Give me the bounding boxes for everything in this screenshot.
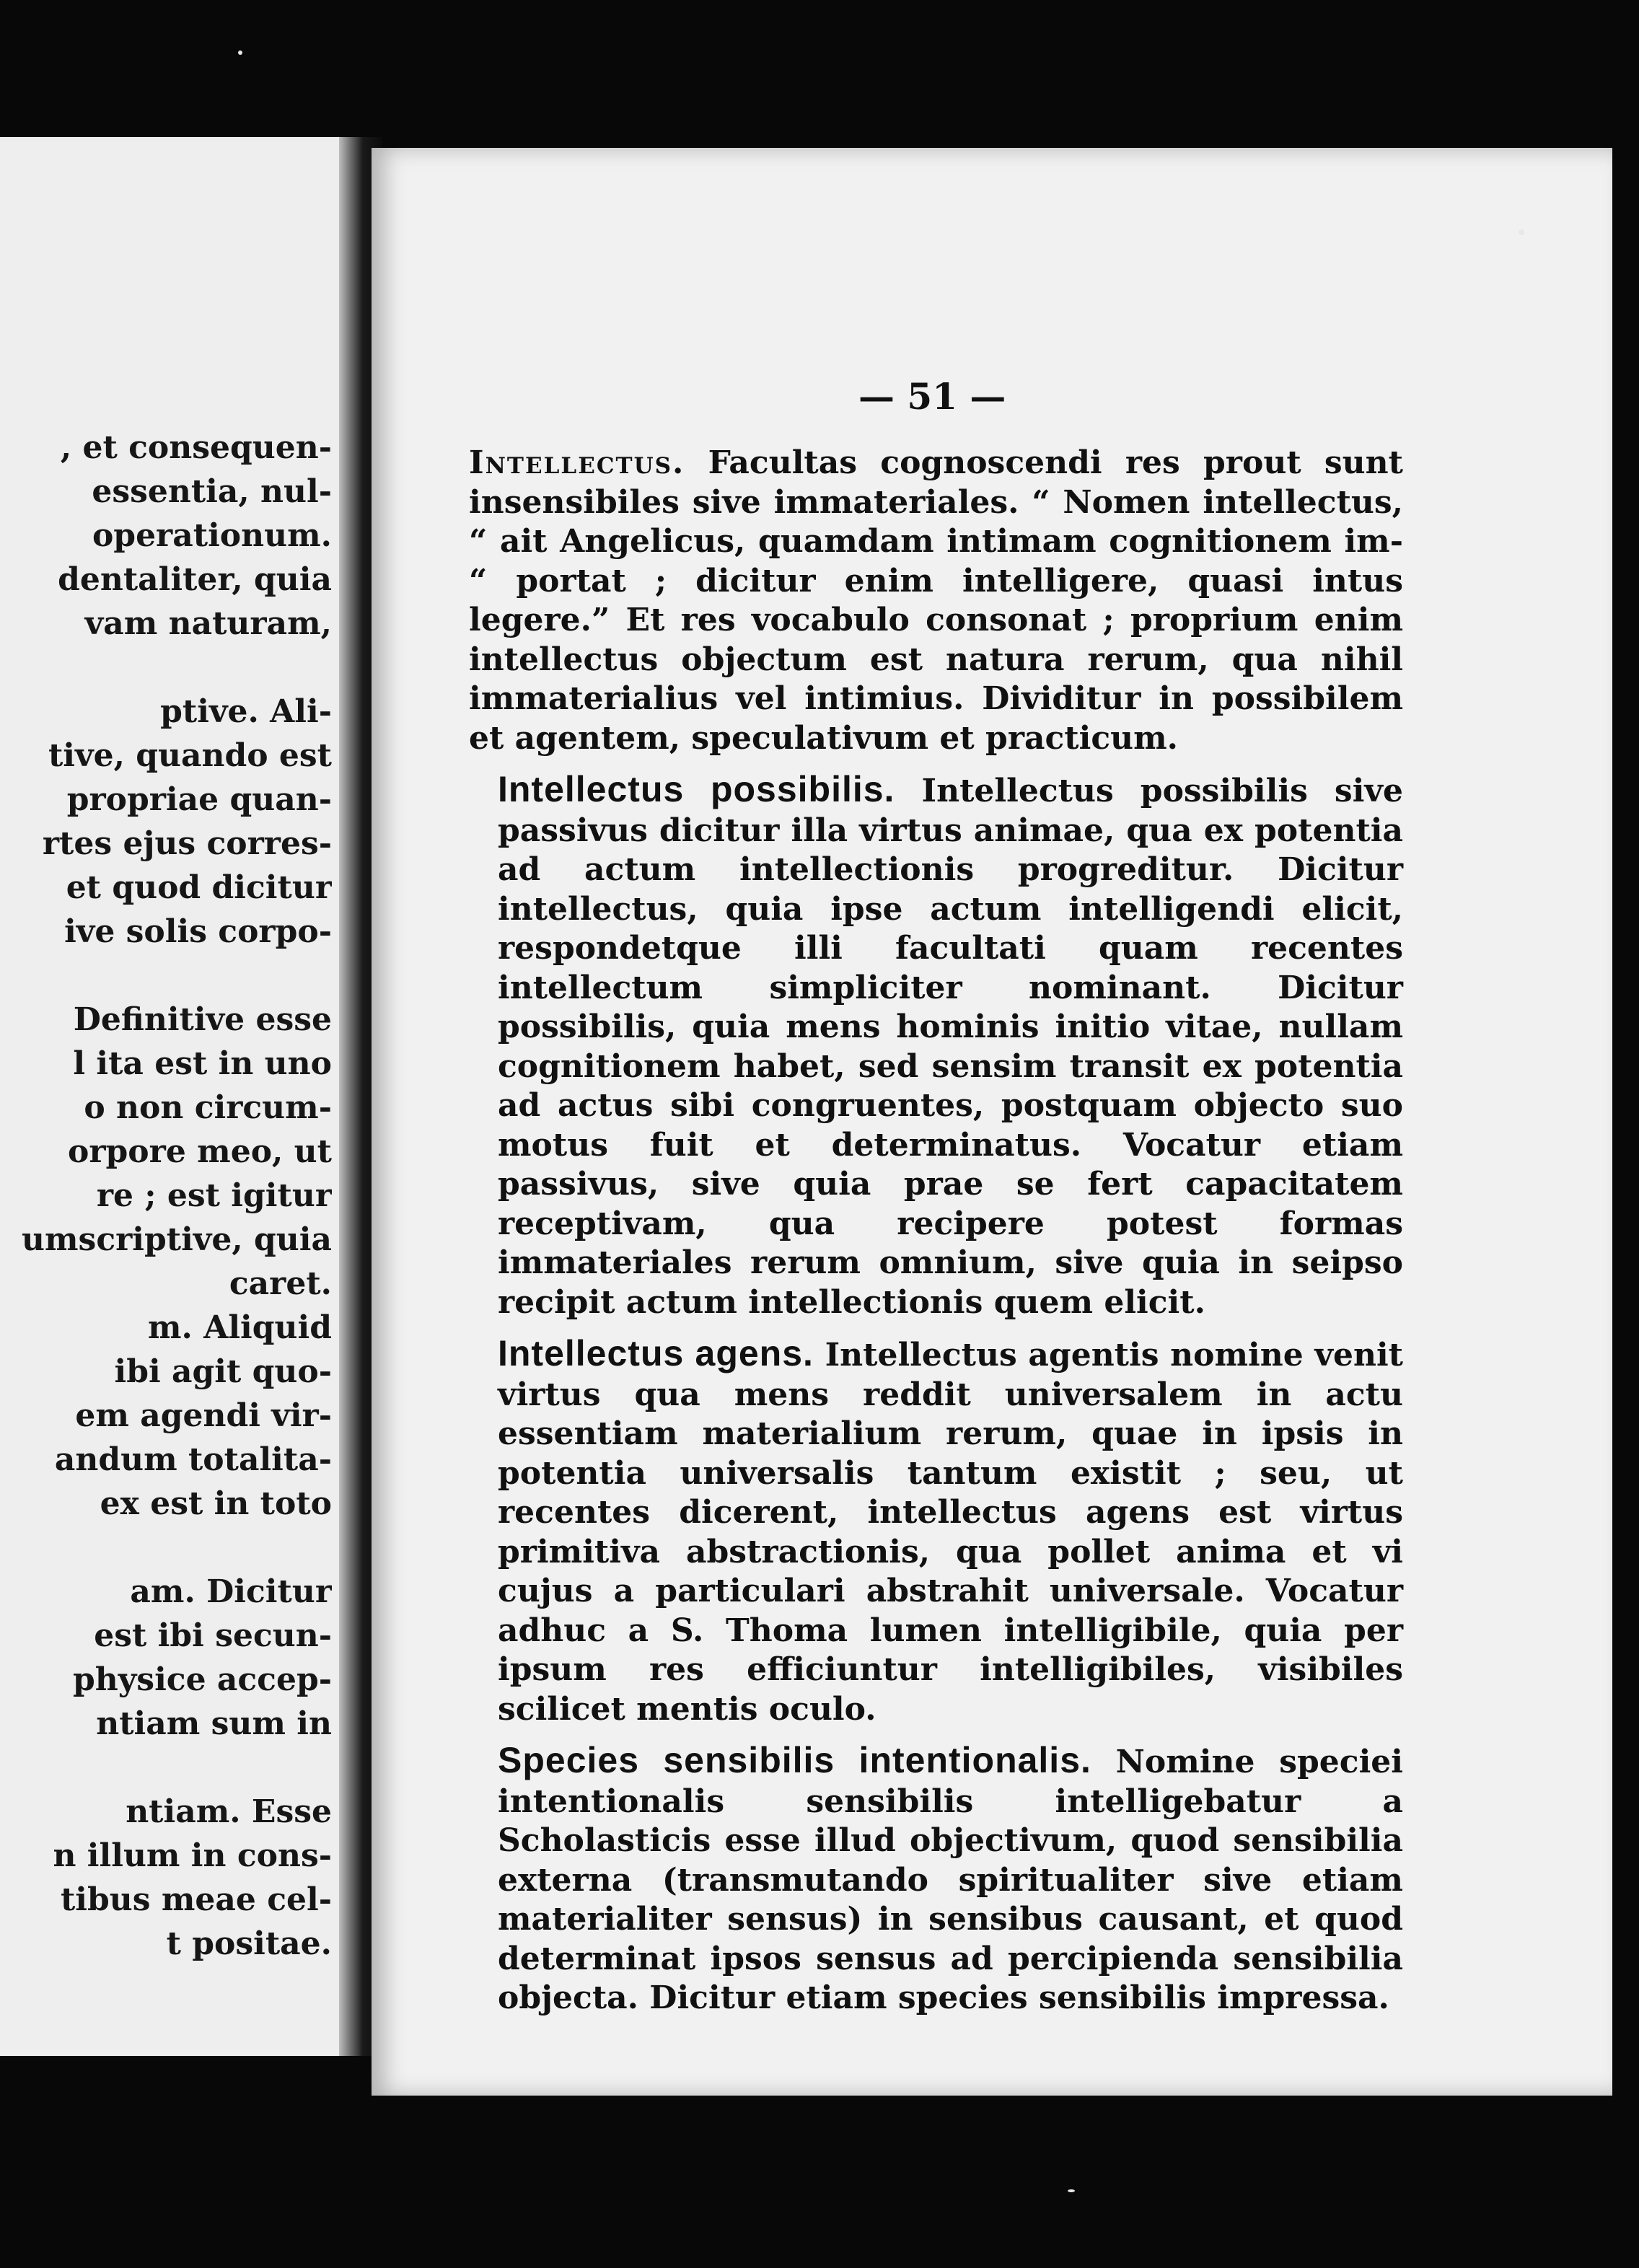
entry-body: Intellectus possibilis sive passivus dicitur illa virtus animae, qua ex potentia ad actum intellectionis progreditur. Dicitur intellectus, quia ipse actum intelligendi elicit, respondetque illi facultati quam recentes intellectum simpliciter nominant. Dicitur possibilis, quia mens hominis initio vitae, nullam cognitionem habet, sed sensim transit ex potentia ad actus sibi congruentes, postquam objecto suo motus fuit et determinatus. Vocatur etiam passivus, sive quia prae se fert capacitatem receptivam, qua recipere potest formas immateriales rerum omnium, sive quia in seipso recipit actum intellectionis quem elicit. bbox=[498, 773, 1403, 1321]
left-text-line: am. Dicitur bbox=[130, 1573, 332, 1610]
left-text-line: andum totalita- bbox=[54, 1441, 332, 1478]
left-line-gap bbox=[0, 1526, 332, 1570]
left-text-line: ntiam sum in bbox=[96, 1705, 332, 1742]
left-text-line: m. Aliquid bbox=[148, 1309, 332, 1346]
left-text-line: caret. bbox=[229, 1265, 332, 1302]
left-text-line: est ibi secun- bbox=[94, 1617, 332, 1654]
left-text-line: ibi agit quo- bbox=[114, 1353, 332, 1390]
left-text-line: operationum. bbox=[92, 517, 332, 554]
left-text-line: ive solis corpo- bbox=[64, 913, 332, 950]
left-line-gap bbox=[0, 646, 332, 690]
left-text-line: ex est in toto bbox=[100, 1485, 332, 1522]
left-text-line: o non circum- bbox=[84, 1089, 332, 1126]
entry-intellectus-agens bbox=[469, 1334, 1403, 1729]
page-number: — 51 — bbox=[858, 375, 1006, 418]
left-text-line: tive, quando est bbox=[48, 737, 332, 774]
main-text bbox=[469, 444, 1403, 2018]
left-text-line: essentia, nul- bbox=[92, 473, 332, 510]
left-text-line: , et consequen- bbox=[60, 429, 332, 466]
left-text-line: propriae quan- bbox=[66, 781, 332, 818]
left-text-line: ntiam. Esse bbox=[126, 1793, 332, 1830]
left-text-line: Definitive esse bbox=[73, 1001, 332, 1038]
left-text-line: orpore meo, ut bbox=[68, 1133, 332, 1170]
left-text-line: em agendi vir- bbox=[75, 1397, 332, 1434]
left-text-line: vam naturam, bbox=[84, 605, 332, 642]
entry-heading: Species sensibilis intentionalis. bbox=[498, 1740, 1091, 1780]
scan-speck bbox=[238, 50, 242, 55]
entry-intellectus bbox=[469, 444, 1403, 758]
left-text-line: re ; est igitur bbox=[96, 1177, 332, 1214]
left-text-line: n illum in cons- bbox=[53, 1837, 332, 1874]
scan-speck bbox=[1519, 229, 1524, 235]
entry-intellectus-possibilis bbox=[469, 770, 1403, 1322]
scan-speck bbox=[1068, 2189, 1075, 2192]
left-text-line: l ita est in uno bbox=[73, 1045, 332, 1082]
left-line-gap bbox=[0, 954, 332, 998]
entry-heading: Intellectus. bbox=[469, 444, 685, 481]
left-text-line: physice accep- bbox=[72, 1661, 332, 1698]
left-text-line: tibus meae cel- bbox=[60, 1881, 332, 1918]
left-page bbox=[0, 137, 346, 2056]
entry-heading: Intellectus possibilis. bbox=[498, 769, 895, 809]
entry-species-sensibilis bbox=[469, 1741, 1403, 2018]
left-line-gap bbox=[0, 1746, 332, 1790]
entry-body: Intellectus agentis nomine venit virtus qua mens reddit universalem in actu essentiam materialium rerum, quae in ipsis in potentia universalis tantum existit ; seu, ut recentes dicerent, intellectus agens est virtus primitiva abstractionis, qua pollet anima et vi cujus a particulari abstrahit universale. Vocatur adhuc a S. Thoma lumen intelligibile, quia per ipsum res efficiuntur intelligibiles, visibiles scilicet mentis oculo. bbox=[498, 1337, 1403, 1728]
left-text-line: umscriptive, quia bbox=[22, 1221, 332, 1258]
entry-body: Nomine speciei intentionalis sensibilis intelligebatur a Scholasticis esse illud objectivum, quod sensibilia externa (transmutando spiritualiter sive etiam materialiter sensus) in sensibus causant, et quod determinat ipsos sensus ad percipienda sensibilia objecta. Dicitur etiam species sensibilis impressa. bbox=[498, 1744, 1403, 2016]
left-text-line: dentaliter, quia bbox=[58, 561, 332, 598]
left-text-line: rtes ejus corres- bbox=[42, 825, 332, 862]
left-page-text bbox=[0, 426, 332, 1966]
left-text-line: et quod dicitur bbox=[66, 869, 332, 906]
entry-heading: Intellectus agens. bbox=[498, 1333, 814, 1373]
left-text-line: t positae. bbox=[166, 1925, 332, 1962]
left-text-line: ptive. Ali- bbox=[160, 693, 332, 730]
entry-body: Facultas cognoscendi res prout sunt insensibiles sive immateriales. “ Nomen intellectus, “ ait Angelicus, quamdam intimam cognitionem im- “ portat ; dicitur enim intelligere, quasi intus legere.” Et res vocabulo consonat ; proprium enim intellectus objectum est natura rerum, qua nihil immaterialius vel intimius. Dividitur in possibilem et agentem, speculativum et practicum. bbox=[469, 444, 1403, 757]
